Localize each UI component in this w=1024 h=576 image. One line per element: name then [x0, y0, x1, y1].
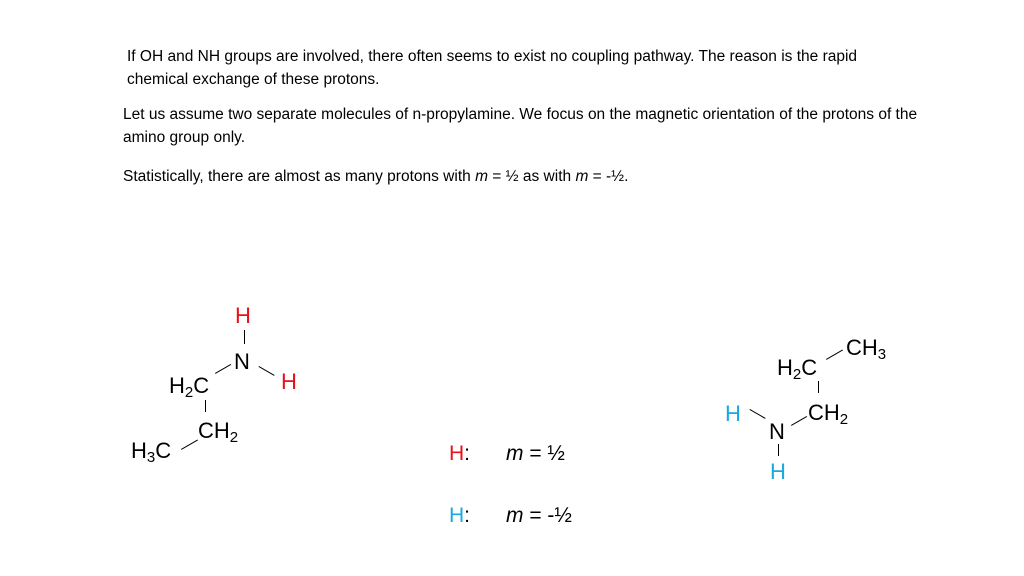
- left-h-right: H: [281, 369, 297, 394]
- left-h2c-c: C: [193, 373, 210, 398]
- left-h2c: [169, 373, 210, 401]
- right-ch2: [808, 400, 849, 428]
- left-bond-c-c2: [181, 440, 198, 451]
- right-bond-n-c: [791, 416, 807, 426]
- right-ch3-ch: CH: [846, 335, 878, 360]
- legend-colon-1: :: [464, 442, 471, 465]
- statistics-mid: = ½ as with: [487, 168, 576, 185]
- right-h2c-sub: 2: [792, 366, 802, 383]
- legend-value-spin-up: [506, 443, 565, 465]
- right-ch2-ch: CH: [808, 400, 840, 425]
- right-ch2-sub: 2: [839, 411, 849, 428]
- left-h3c: [131, 438, 172, 466]
- right-bond-h-n: [749, 409, 765, 419]
- left-bond-c-c: [205, 400, 206, 412]
- left-h-top: H: [235, 303, 251, 328]
- left-bond-c-n: [215, 364, 231, 374]
- m-symbol-1: m: [475, 168, 488, 185]
- left-ch2-sub: 2: [229, 429, 239, 446]
- statistics-prefix: Statistically, there are almost as many protons with: [123, 168, 476, 185]
- paragraph-statistics: [123, 165, 923, 188]
- legend-h-cyan: H: [449, 504, 465, 527]
- legend-m-2: m: [506, 504, 524, 527]
- right-bond-c-c: [818, 381, 819, 393]
- left-h3c-h: H: [131, 438, 147, 463]
- legend-colon-2: :: [464, 504, 471, 527]
- left-bond-n-h-top: [244, 330, 245, 344]
- right-h-left: H: [725, 401, 741, 426]
- right-h2c-h: H: [777, 355, 793, 380]
- left-h3c-sub: 3: [146, 449, 156, 466]
- left-ch2-ch: CH: [198, 418, 230, 443]
- right-n: N: [769, 419, 785, 444]
- right-h-bottom: H: [770, 459, 786, 484]
- paragraph-assumption: Let us assume two separate molecules of n-propylamine. We focus on the magnetic orientation of the protons of the amino group only.: [123, 106, 918, 146]
- left-bond-n-h-right: [258, 366, 274, 376]
- right-h2c: [777, 355, 818, 383]
- legend-value-spin-down: [506, 505, 572, 527]
- legend-row-spin-up: [449, 443, 470, 465]
- left-h2c-h: H: [169, 373, 185, 398]
- statistics-suffix: = -½.: [588, 168, 629, 185]
- legend-h-red: H: [449, 442, 465, 465]
- left-ch2: [198, 418, 239, 446]
- m-symbol-2: m: [575, 168, 589, 185]
- legend-m-1: m: [506, 442, 524, 465]
- legend-row-spin-down: [449, 505, 470, 527]
- right-ch3-sub: 3: [877, 346, 887, 363]
- left-n: N: [234, 349, 250, 374]
- paragraph-exchange: If OH and NH groups are involved, there often seems to exist no coupling pathway. The reason is the rapid chemical exchange of these protons.: [127, 48, 858, 88]
- left-h3c-c: C: [155, 438, 172, 463]
- right-bond-c-ch3: [826, 350, 843, 361]
- right-h2c-c: C: [801, 355, 818, 380]
- legend-val-1: = ½: [523, 442, 565, 465]
- left-h2c-sub: 2: [184, 384, 194, 401]
- legend-val-2: = -½: [523, 504, 572, 527]
- right-ch3: [846, 335, 887, 363]
- right-bond-n-h-bottom: [778, 444, 779, 456]
